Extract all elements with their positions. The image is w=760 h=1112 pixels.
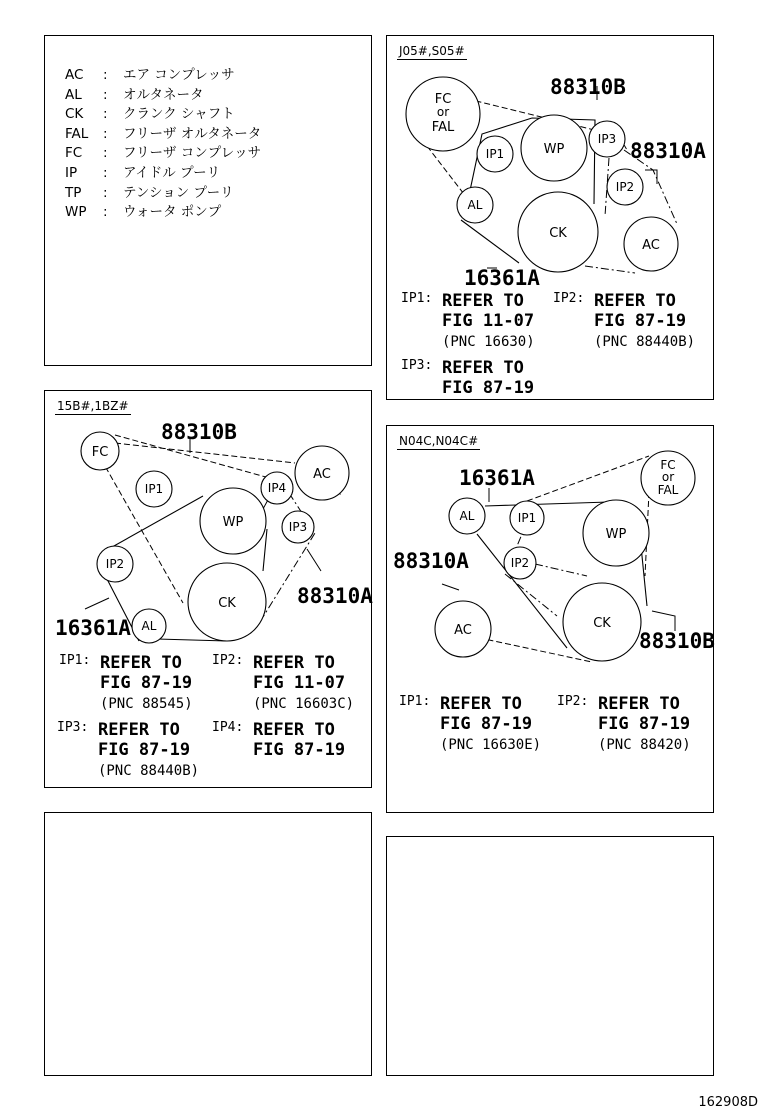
part-88310b: 88310B <box>161 420 237 444</box>
svg-text:AL: AL <box>459 509 475 523</box>
pulley-al <box>457 187 493 223</box>
panel-tag: 15B#,1BZ# <box>57 399 129 413</box>
part-16361a: 16361A <box>55 616 131 640</box>
empty-panel-left <box>44 812 372 1076</box>
pulley-ip1 <box>477 136 513 172</box>
svg-text:WP: WP <box>605 527 627 542</box>
legend-row: WP : ウォータ ポンプ <box>65 204 222 221</box>
pulley-ip1 <box>510 501 544 535</box>
pulley-ac <box>624 217 678 271</box>
belt-diagram-n04c <box>387 426 715 814</box>
part-88310a: 88310A <box>630 139 706 163</box>
pulley-ip3 <box>282 511 314 543</box>
pulley-ip2 <box>607 169 643 205</box>
pulley-wp <box>583 500 649 566</box>
figure-id: 162908D <box>698 1095 758 1110</box>
note-ip2: IP2: REFER TO FIG 87-19 (PNC 88420) <box>557 694 691 753</box>
panel-15b <box>44 390 372 788</box>
legend-row: CK : クランク シャフト <box>65 106 235 123</box>
pulley-ip3 <box>589 121 625 157</box>
pulley-fc-or-fal <box>641 451 695 505</box>
pulley-ac <box>295 446 349 500</box>
legend-row: AL : オルタネータ <box>65 86 204 103</box>
pulley-ck <box>188 563 266 641</box>
note-ip3: IP3: REFER TO FIG 87-19 (PNC 88440B) <box>57 720 200 779</box>
svg-text:FC: FC <box>434 92 452 107</box>
empty-panel-right <box>386 836 714 1076</box>
svg-text:WP: WP <box>543 142 565 157</box>
legend-panel <box>44 35 372 366</box>
pulley-fc <box>81 432 119 470</box>
note-ip2: IP2: REFER TO FIG 11-07 (PNC 16603C) <box>212 653 355 712</box>
svg-text:IP1: IP1 <box>144 482 164 496</box>
legend-row: IP : アイドル プーリ <box>65 164 221 181</box>
pulley-ip2 <box>97 546 133 582</box>
panel-j05 <box>386 35 714 400</box>
note-ip4: IP4: REFER TO FIG 87-19 <box>212 720 346 760</box>
svg-text:CK: CK <box>218 596 236 611</box>
pulley-wp <box>200 488 266 554</box>
pulley-fc-or-fal <box>406 77 480 151</box>
note-ip1: IP1: REFER TO FIG 11-07 (PNC 16630) <box>401 291 535 350</box>
pulley-al <box>449 498 485 534</box>
svg-text:IP3: IP3 <box>597 132 617 146</box>
part-16361a: 16361A <box>464 266 540 290</box>
part-16361a: 16361A <box>459 466 535 490</box>
svg-text:IP2: IP2 <box>510 556 530 570</box>
note-ip1: IP1: REFER TO FIG 87-19 (PNC 88545) <box>59 653 193 712</box>
svg-text:or: or <box>436 105 450 119</box>
svg-text:AL: AL <box>141 619 157 633</box>
svg-text:WP: WP <box>222 515 244 530</box>
svg-text:IP4: IP4 <box>267 481 287 495</box>
svg-text:or: or <box>661 470 675 484</box>
pulley-ck <box>518 192 598 272</box>
svg-text:IP1: IP1 <box>517 511 537 525</box>
pulley-al <box>132 609 166 643</box>
note-ip1: IP1: REFER TO FIG 87-19 (PNC 16630E) <box>399 694 542 753</box>
pulley-ip2 <box>504 547 536 579</box>
legend-row: TP : テンション プーリ <box>65 184 234 201</box>
part-88310b: 88310B <box>639 629 715 653</box>
panel-tag: N04C,N04C# <box>399 434 479 448</box>
svg-text:IP1: IP1 <box>485 147 505 161</box>
svg-text:FC: FC <box>660 458 676 472</box>
note-ip2: IP2: REFER TO FIG 87-19 (PNC 88440B) <box>553 291 696 350</box>
svg-text:FAL: FAL <box>431 120 455 135</box>
svg-text:IP3: IP3 <box>288 520 308 534</box>
pulley-wp <box>521 115 587 181</box>
svg-text:CK: CK <box>549 226 567 241</box>
svg-text:AC: AC <box>454 623 472 638</box>
svg-text:FC: FC <box>91 445 109 460</box>
svg-text:IP2: IP2 <box>105 557 125 571</box>
pulley-ck <box>563 583 641 661</box>
panel-n04c <box>386 425 714 813</box>
svg-text:CK: CK <box>593 616 611 631</box>
svg-text:IP2: IP2 <box>615 180 635 194</box>
panel-tag: J05#,S05# <box>399 44 465 58</box>
part-88310a: 88310A <box>393 549 469 573</box>
part-88310a: 88310A <box>297 584 373 608</box>
svg-text:AC: AC <box>642 238 660 253</box>
legend-row: FC : フリーザ コンプレッサ <box>65 145 262 162</box>
legend-row: FAL : フリーザ オルタネータ <box>65 125 262 142</box>
pulley-ac <box>435 601 491 657</box>
part-88310b: 88310B <box>550 75 626 99</box>
legend-row: AC : エア コンプレッサ <box>65 67 235 83</box>
svg-text:AC: AC <box>313 467 331 482</box>
pulley-ip4 <box>261 472 293 504</box>
legend-list <box>65 66 261 223</box>
svg-text:FAL: FAL <box>657 483 679 497</box>
svg-text:AL: AL <box>467 198 483 212</box>
note-ip3: IP3: REFER TO FIG 87-19 <box>401 358 535 398</box>
pulley-ip1 <box>136 471 172 507</box>
